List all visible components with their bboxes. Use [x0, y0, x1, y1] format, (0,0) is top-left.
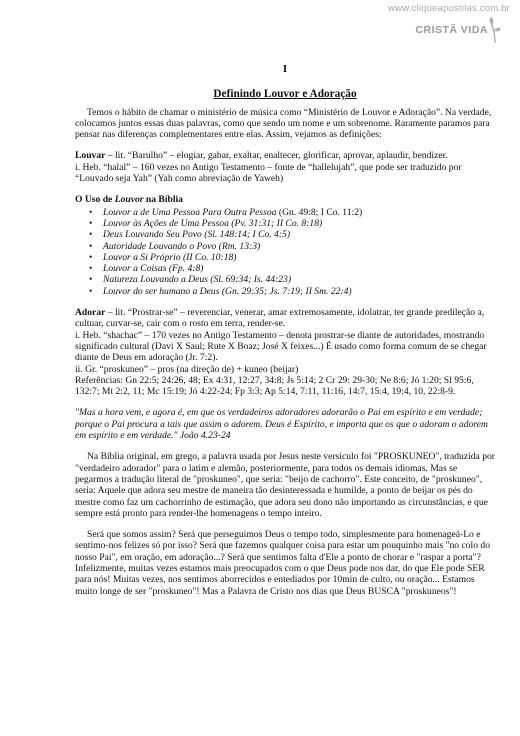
usos-item-text: Autoridade Louvando o Povo (Rm. 13:3)	[103, 240, 261, 252]
usos-item-text: Louvor a Coisas (Fp. 4:8)	[103, 263, 204, 275]
usos-item-text: Louvor a Si Próprio (II Co. 10:18)	[103, 251, 237, 263]
greek-paragraph: Na Bíblia original, em grego, a palavra usada por Jesus neste versículo foi "PROSKUNEO", traduzida por "verdadeiro adorador" para o latim e alemão, posteriormente, para todos os demais idiomas. Mas se pegarmos a tradução literal de "proskuneo", que seria: "beijo de cachorro". Este conceito, de "proskuneo", seria: Aquele que adora seu mestre de maneira tão desinteressada e humilde, a ponto de beijar os pés do mestre como faz um cachorrinho de estimação, que adora seu dono não importando as circunstâncias, e que sempre está pronto para render-lhe homenagens o tempo inteiro.	[75, 451, 496, 519]
usos-heading: O Uso de Louvor na Bíblia	[75, 194, 183, 206]
closing-paragraph: Infelizmente, muitas vezes estamos mais preocupados com o que Deus pode nos dar, do que Ele pode SER para nós! Muitas vezes, nos sentimos aborrecidos e entediados por 10min de culto, ou oração... Estamos muito longe de ser "proskuneo"! Mas a Palavra de Cristo nos dias que Deus BUSCA "proskuneos"!	[75, 562, 485, 597]
page-title: Definindo Louvor e Adoração	[213, 88, 357, 101]
louvar-term: Louvar	[75, 150, 106, 162]
louvar-hebrew: i. Heb. “halal” – 160 vezes no Antigo Testamento – fonte de “hallelujah”, que pode ser traduzido por “Louvado seja Yah” (Yah como abreviação de Yaweh)	[75, 161, 462, 185]
leaf-icon	[488, 17, 502, 43]
adorar-hebrew: i. Heb. “shachac” – 170 vezes no Antigo Testamento – denota prostrar-se diante de autoridades, mostrando significado cultural (Davi X Saul; Rute X Boaz; José X feixes...) É usado como forma comum de se chegar diante de Deus em adoração (Jr. 7:2).	[75, 329, 487, 364]
usos-list-item	[89, 263, 495, 274]
usos-item-text: Louvor do ser humano a Deus (Gn. 29:35; Js. 7:19; II Sm. 22:4)	[103, 285, 352, 297]
bullet-icon: •	[89, 206, 93, 218]
intro-paragraph: Temos o hábito de chamar o ministério de música como “Ministério de Louvor e Adoração”. Na verdade, colocamos juntos essas duas palavras, como que sendo um nome e um sobrenome. Raramente paramos para pensar nas diferenças complementares entre elas. Assim, vejamos as definições:	[75, 106, 492, 141]
logo-text: CRISTÃ VIDA	[415, 24, 488, 36]
adorar-references: Referências: Gn 22:5; 24:26, 48; Ex 4:31, 12:27, 34:8; Js 5:14; 2 Cr 29: 29-30; Ne 8:6; Jó 1:20; Sl 95:6, 132:7; Mt 2:2, 11; Mc 15:19; Jó 4:22-24; Fp 3:3; Ap 5:14, 7:11, 11:16, 14:7, 15:4, 19:4, 10, 22:8-9.	[75, 374, 474, 398]
bullet-icon: •	[89, 251, 93, 263]
usos-item-text: Deus Louvando Seu Povo (Sl. 148:14; I Co. 4:5)	[103, 229, 291, 241]
chapter-number: I	[282, 63, 288, 75]
usos-list-item	[89, 286, 495, 297]
adorar-term: Adorar	[75, 307, 106, 319]
usos-list-item	[89, 218, 495, 229]
cristavida-logo	[392, 17, 502, 49]
bible-quote: "Mas a hora vem, e agora é, em que os verdadeiros adoradores adorarão o Pai em espírito e em verdade; porque o Pai procura a tais que assim o adorem. Deus é Espírito, e importa que os que o adoram o adorem em espírito e em verdade." João 4.23-24	[75, 407, 488, 442]
bullet-icon: •	[89, 229, 93, 241]
usos-list-item	[89, 229, 495, 240]
bullet-icon: •	[89, 285, 93, 297]
usos-list-item	[89, 241, 495, 252]
questions-paragraph: Será que somos assim? Será que perseguimos Deus o tempo todo, simplesmente para homenageá-Lo e sentimo-nos felizes só por isso? Será que fazemos qualquer coisa para estar um pouquinho mais "no colo do nosso Pai", em oração, em adoração...? Será que sentimos falta d'Ele a ponto de chorar e "raspar a porta"?	[75, 529, 491, 563]
usos-list-item	[89, 274, 495, 285]
usos-item-text: Natureza Louvando a Deus (Sl. 69:34; Is. 44:23)	[103, 274, 292, 286]
usos-item-text: Louvor às Ações de Uma Pessoa (Pv. 31:31; II Co. 8:18)	[103, 217, 323, 229]
usos-list	[75, 207, 495, 297]
bullet-icon: •	[89, 263, 93, 275]
adorar-greek: ii. Gr. “proskuneo” – pros (na direção de) + kuneo (beijar)	[75, 363, 299, 375]
site-url: www.cliqueapostilas.com.br	[388, 3, 510, 14]
usos-item-ref: (Gn. 49:8; I Co. 11:2)	[276, 206, 363, 218]
bullet-icon: •	[89, 240, 93, 252]
louvar-definition	[75, 150, 495, 161]
adorar-definition	[75, 307, 495, 330]
document-page	[75, 60, 495, 597]
adorar-definition-text: – lit. “Prostrar-se” – reverenciar, venerar, amar extremosamente, idolatrar, ter grande predileção a, cultuar, curvar-se, cair com o rosto em terra, render-se.	[75, 307, 485, 330]
bullet-icon: •	[89, 274, 93, 286]
usos-list-item	[89, 252, 495, 263]
usos-item-text: Louvor a de Uma Pessoa Para Outra Pessoa	[103, 206, 277, 218]
louvar-definition-text: – lit. “Barulho” – elogiar, gabar, exaltar, enaltecer, glorificar, aprovar, aplaudir, bendizer.	[105, 150, 448, 162]
quote-reference: João 4.23-24	[177, 430, 231, 442]
usos-list-item	[89, 207, 495, 218]
bullet-icon: •	[89, 217, 93, 229]
